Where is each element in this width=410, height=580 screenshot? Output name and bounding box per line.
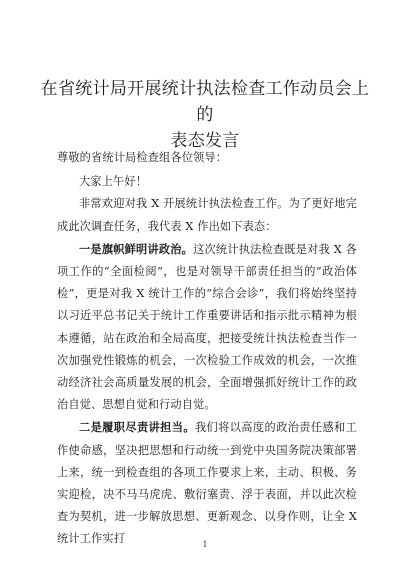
point-1-paragraph: [57, 238, 357, 417]
document-body: [57, 147, 357, 551]
page-number: 1: [202, 540, 208, 549]
title-line-1: 在省统计局开展统计执法检查工作动员会上的: [40, 79, 370, 125]
document-title: [40, 76, 370, 154]
title-line-2: 表态发言: [170, 131, 240, 151]
point-1-text: 这次统计执法检查既是对我 X 各项工作的“全面检阅”，也是对领导干部责任担当的“政治体检”，更是对我 X 统计工作的“综合会诊”，我们将始终坚持以习近平总书记关于统计工作重要讲话和指示批示精神为根本遵循，站在政治和全局高度，把接受统计执法检查当作一次加强党性锻炼的机会，一次检验工作成效的机会，一次推动经济社会高质量发展的机会，全面增强抓好统计工作的政治自觉、思想自觉和行动自觉。: [57, 242, 357, 412]
point-1-heading: 一是旗帜鲜明讲政治。: [79, 241, 194, 256]
point-2-text: 我们将以高度的政治责任感和工作使命感，坚决把思想和行动统一到党中央国务院决策部署上来，统一到检查组的各项工作要求上来，主动、积极、务实迎检，决不马马虎虎、敷衍塞责、浮于表面，并以此次检查为契机，进一步解放思想、更新观念、以身作则，让全 X 统计工作实打: [57, 421, 357, 546]
intro-paragraph: 非常欢迎对我 X 开展统计执法检查工作。为了更好地完成此次调查任务，我代表 X 作出如下表态：: [57, 197, 357, 233]
point-2-paragraph: [57, 416, 357, 550]
point-2-heading: 二是履职尽责讲担当。: [79, 420, 195, 435]
salutation: 尊敬的省统计局检查组各位领导：: [57, 151, 228, 164]
greeting: 大家上午好！: [79, 175, 148, 189]
